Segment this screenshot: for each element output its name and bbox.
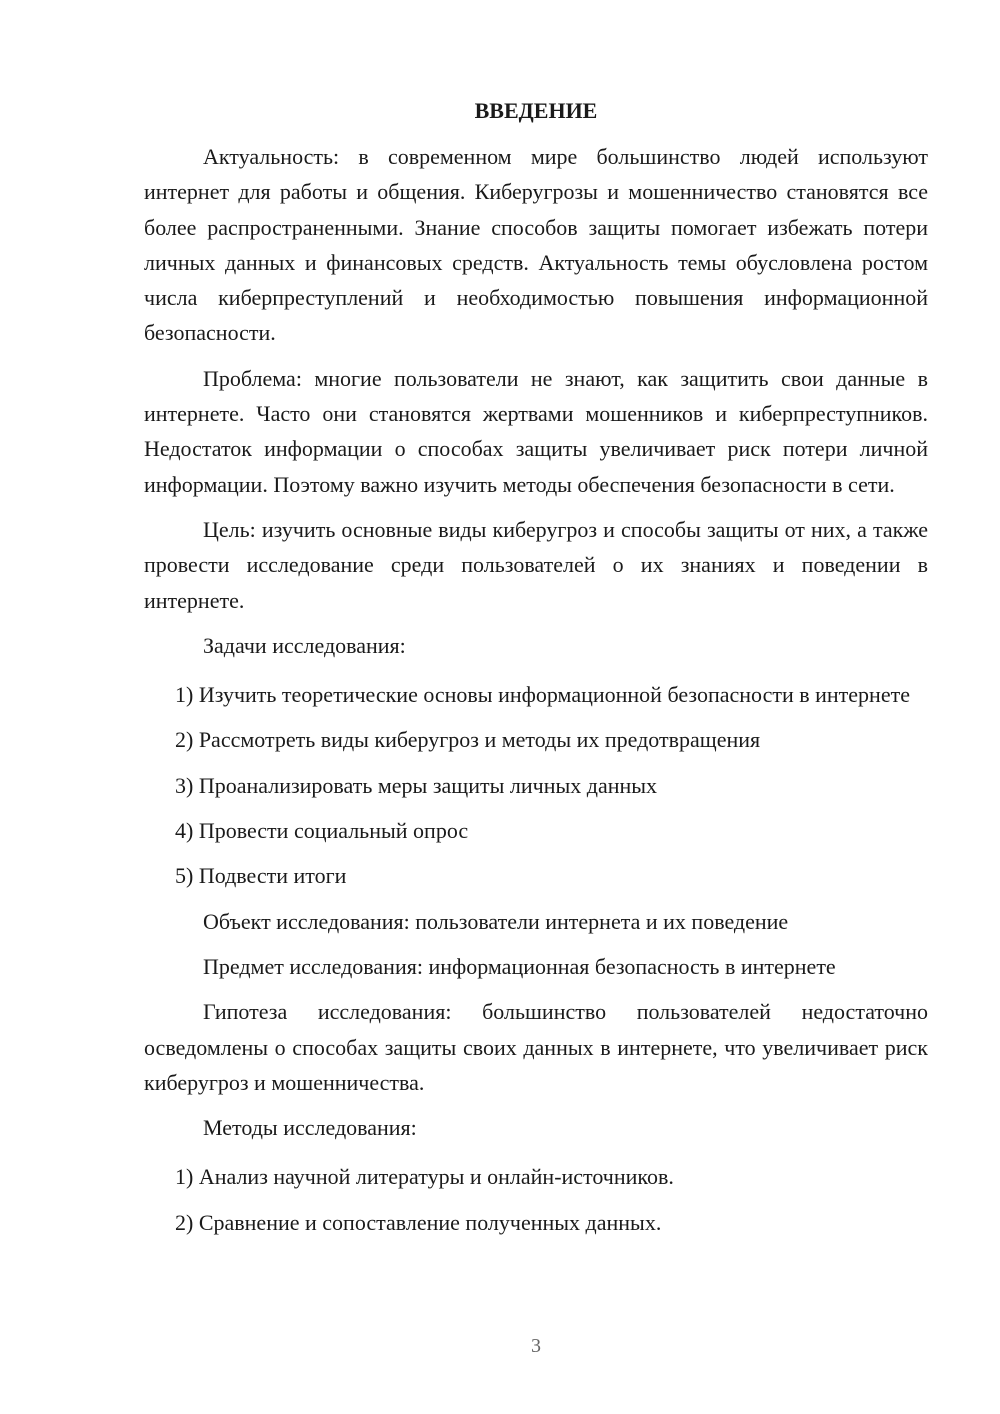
page-number: 3 [531,1335,541,1357]
problem-paragraph: Проблема: многие пользователи не знают, как защитить свои данные в интернете. Часто они становятся жертвами мошенников и киберпреступников. Недостаток информации о способах защиты увеличивает риск потери личной информации. Поэтому важно изучить методы обеспечения безопасности в сети. [144,365,928,497]
tasks-heading: Задачи исследования: [203,632,406,658]
section-title: ВВЕДЕНИЕ [474,98,598,123]
relevance-paragraph: Актуальность: в современном мире большинство людей используют интернет для работы и общения. Киберугрозы и мошенничество становятся все более распространенными. Знание способов защиты помогает избежать потери личных данных и финансовых средств. Актуальность темы обусловлена ростом числа киберпреступлений и необходимостью повышения информационной безопасности. [144,144,928,346]
method-item-1: 1) Анализ научной литературы и онлайн-источников. [175,1164,674,1190]
page-content [144,95,928,1250]
goal-paragraph: Цель: изучить основные виды киберугроз и способы защиты от них, а также провести исследование среди пользователей о их знаниях и поведении в интернете. [144,516,928,613]
research-object: Объект исследования: пользователи интернета и их поведение [203,908,789,934]
hypothesis-paragraph: Гипотеза исследования: большинство пользователей недостаточно осведомлены о способах защиты своих данных в интернете, что увеличивает риск киберугроз и мошенничества. [144,999,928,1095]
task-item-5: 5) Подвести итоги [175,863,347,889]
task-item-1: 1) Изучить теоретические основы информационной безопасности в интернете [175,682,910,708]
task-item-4: 4) Провести социальный опрос [175,818,469,844]
method-item-2: 2) Сравнение и сопоставление полученных данных. [175,1209,662,1235]
research-subject: Предмет исследования: информационная безопасность в интернете [203,953,836,979]
task-item-2: 2) Рассмотреть виды киберугроз и методы их предотвращения [175,727,761,753]
methods-heading: Методы исследования: [203,1115,417,1141]
task-item-3: 3) Проанализировать меры защиты личных данных [175,772,658,798]
